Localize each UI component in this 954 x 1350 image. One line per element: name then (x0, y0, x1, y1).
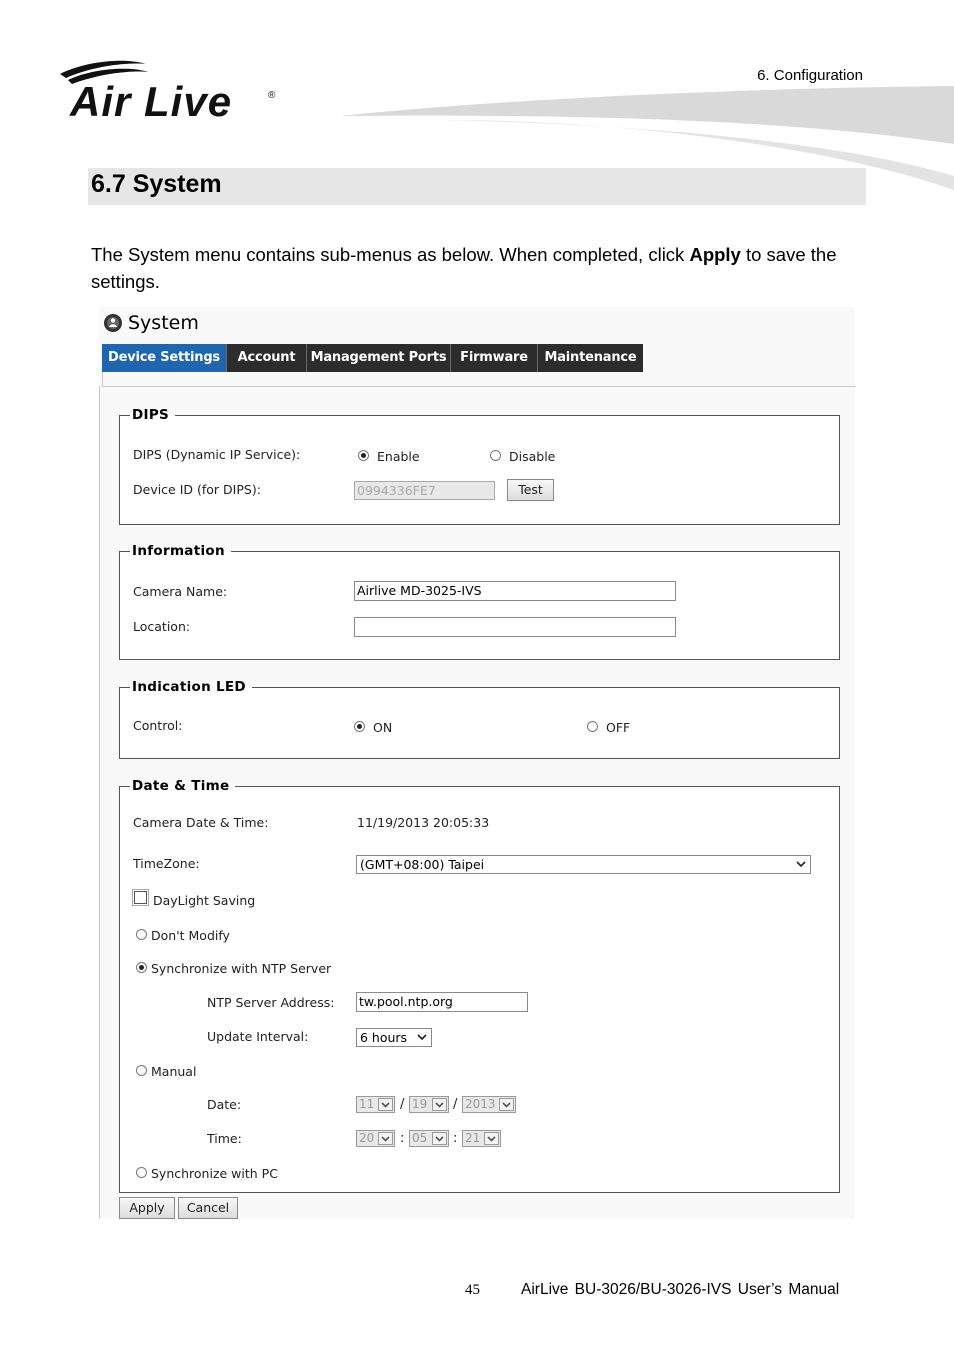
camera-date-time-label: Camera Date & Time: (133, 815, 269, 830)
chevron-down-icon (417, 1032, 427, 1042)
airlive-logo (58, 58, 288, 124)
led-on-label: ON (373, 720, 393, 735)
date-day-select[interactable] (409, 1096, 449, 1113)
time-second-value: 21 (465, 1131, 481, 1145)
camera-name-input[interactable]: Airlive MD-3025-IVS (354, 581, 676, 601)
information-group (119, 543, 840, 660)
location-label: Location: (133, 619, 191, 634)
camera-date-time-value: 11/19/2013 20:05:33 (357, 815, 490, 830)
time-second-select[interactable] (462, 1130, 501, 1147)
dips-service-label: DIPS (Dynamic IP Service): (133, 447, 301, 462)
date-day-value: 19 (412, 1097, 428, 1111)
dips-legend: DIPS (132, 407, 170, 423)
time-separator: : (400, 1131, 405, 1146)
tab-bar (102, 344, 643, 372)
date-month-value: 11 (359, 1097, 375, 1111)
sync-pc-label: Synchronize with PC (151, 1166, 278, 1181)
date-label: Date: (207, 1097, 242, 1112)
ntp-address-input[interactable]: tw.pool.ntp.org (356, 992, 528, 1012)
dont-modify-radio[interactable] (136, 929, 147, 940)
tab-account[interactable]: Account (227, 344, 307, 372)
date-year-select[interactable] (462, 1096, 516, 1113)
ntp-radio[interactable] (136, 962, 147, 973)
time-hour-select[interactable] (356, 1130, 395, 1147)
update-interval-label: Update Interval: (207, 1029, 309, 1044)
svg-text:®: ® (268, 90, 276, 101)
tab-management-ports[interactable]: Management Ports (307, 344, 451, 372)
time-separator: : (453, 1131, 458, 1146)
system-icon (103, 313, 123, 333)
intro-paragraph (91, 241, 871, 295)
timezone-label: TimeZone: (133, 856, 200, 871)
apply-button[interactable]: Apply (119, 1197, 175, 1219)
system-title: System (128, 312, 199, 334)
section-title: 6.7 System (91, 170, 222, 198)
date-separator: / (400, 1097, 405, 1112)
dips-enable-radio[interactable] (358, 450, 369, 461)
tab-underline (102, 372, 856, 387)
indication-led-group (119, 679, 840, 759)
led-off-radio[interactable] (587, 721, 598, 732)
date-year-value: 2013 (465, 1097, 496, 1111)
device-id-label: Device ID (for DIPS): (133, 482, 261, 497)
time-label: Time: (207, 1131, 242, 1146)
content-border (99, 386, 100, 1219)
device-id-input[interactable]: 0994336FE7 (354, 481, 495, 500)
chevron-down-icon (432, 1132, 447, 1145)
page-number: 45 (465, 1282, 480, 1298)
svg-text:Air Live: Air Live (70, 78, 233, 124)
daylight-label: DayLight Saving (153, 893, 256, 908)
dont-modify-label: Don't Modify (151, 928, 230, 943)
time-minute-value: 05 (412, 1131, 428, 1145)
ntp-address-label: NTP Server Address: (207, 995, 335, 1010)
update-interval-value: 6 hours (360, 1030, 408, 1045)
time-hour-value: 20 (359, 1131, 375, 1145)
indication-led-legend: Indication LED (132, 679, 246, 695)
led-on-radio[interactable] (354, 721, 365, 732)
information-legend: Information (132, 543, 225, 559)
timezone-value: (GMT+08:00) Taipei (360, 857, 485, 872)
chevron-down-icon (432, 1098, 447, 1111)
manual-label: Manual (151, 1064, 197, 1079)
tab-device-settings[interactable]: Device Settings (102, 344, 227, 372)
chevron-down-icon (378, 1098, 393, 1111)
cancel-button[interactable]: Cancel (178, 1197, 238, 1219)
sync-pc-radio[interactable] (136, 1167, 147, 1178)
tab-maintenance[interactable]: Maintenance (544, 350, 637, 365)
manual-radio[interactable] (136, 1065, 147, 1076)
date-time-legend: Date & Time (132, 778, 230, 794)
daylight-checkbox[interactable] (134, 891, 147, 904)
date-separator: / (453, 1097, 458, 1112)
manual-title: AirLive BU-3026/BU-3026-IVS User’s Manual (521, 1281, 840, 1298)
time-minute-select[interactable] (409, 1130, 449, 1147)
location-input[interactable] (354, 617, 676, 637)
test-button[interactable]: Test (507, 479, 554, 501)
dips-disable-radio[interactable] (490, 450, 501, 461)
led-off-label: OFF (606, 720, 631, 735)
intro-apply: Apply (689, 244, 741, 265)
dips-enable-label: Enable (377, 449, 420, 464)
update-interval-select[interactable] (356, 1028, 432, 1047)
chevron-down-icon (796, 859, 806, 869)
tab-firmware[interactable]: Firmware (451, 344, 538, 372)
ntp-label: Synchronize with NTP Server (151, 961, 332, 976)
date-month-select[interactable] (356, 1096, 395, 1113)
chevron-down-icon (378, 1132, 393, 1145)
timezone-select[interactable] (356, 855, 811, 874)
intro-text-end: to save the settings. (91, 244, 837, 292)
chevron-down-icon (499, 1098, 514, 1111)
camera-name-label: Camera Name: (133, 584, 228, 599)
intro-text: The System menu contains sub-menus as below. When completed, click (91, 244, 690, 265)
chevron-down-icon (484, 1132, 499, 1145)
led-control-label: Control: (133, 718, 183, 733)
chapter-label: 6. Configuration (757, 67, 863, 84)
dips-disable-label: Disable (509, 449, 556, 464)
dips-group (119, 407, 840, 525)
